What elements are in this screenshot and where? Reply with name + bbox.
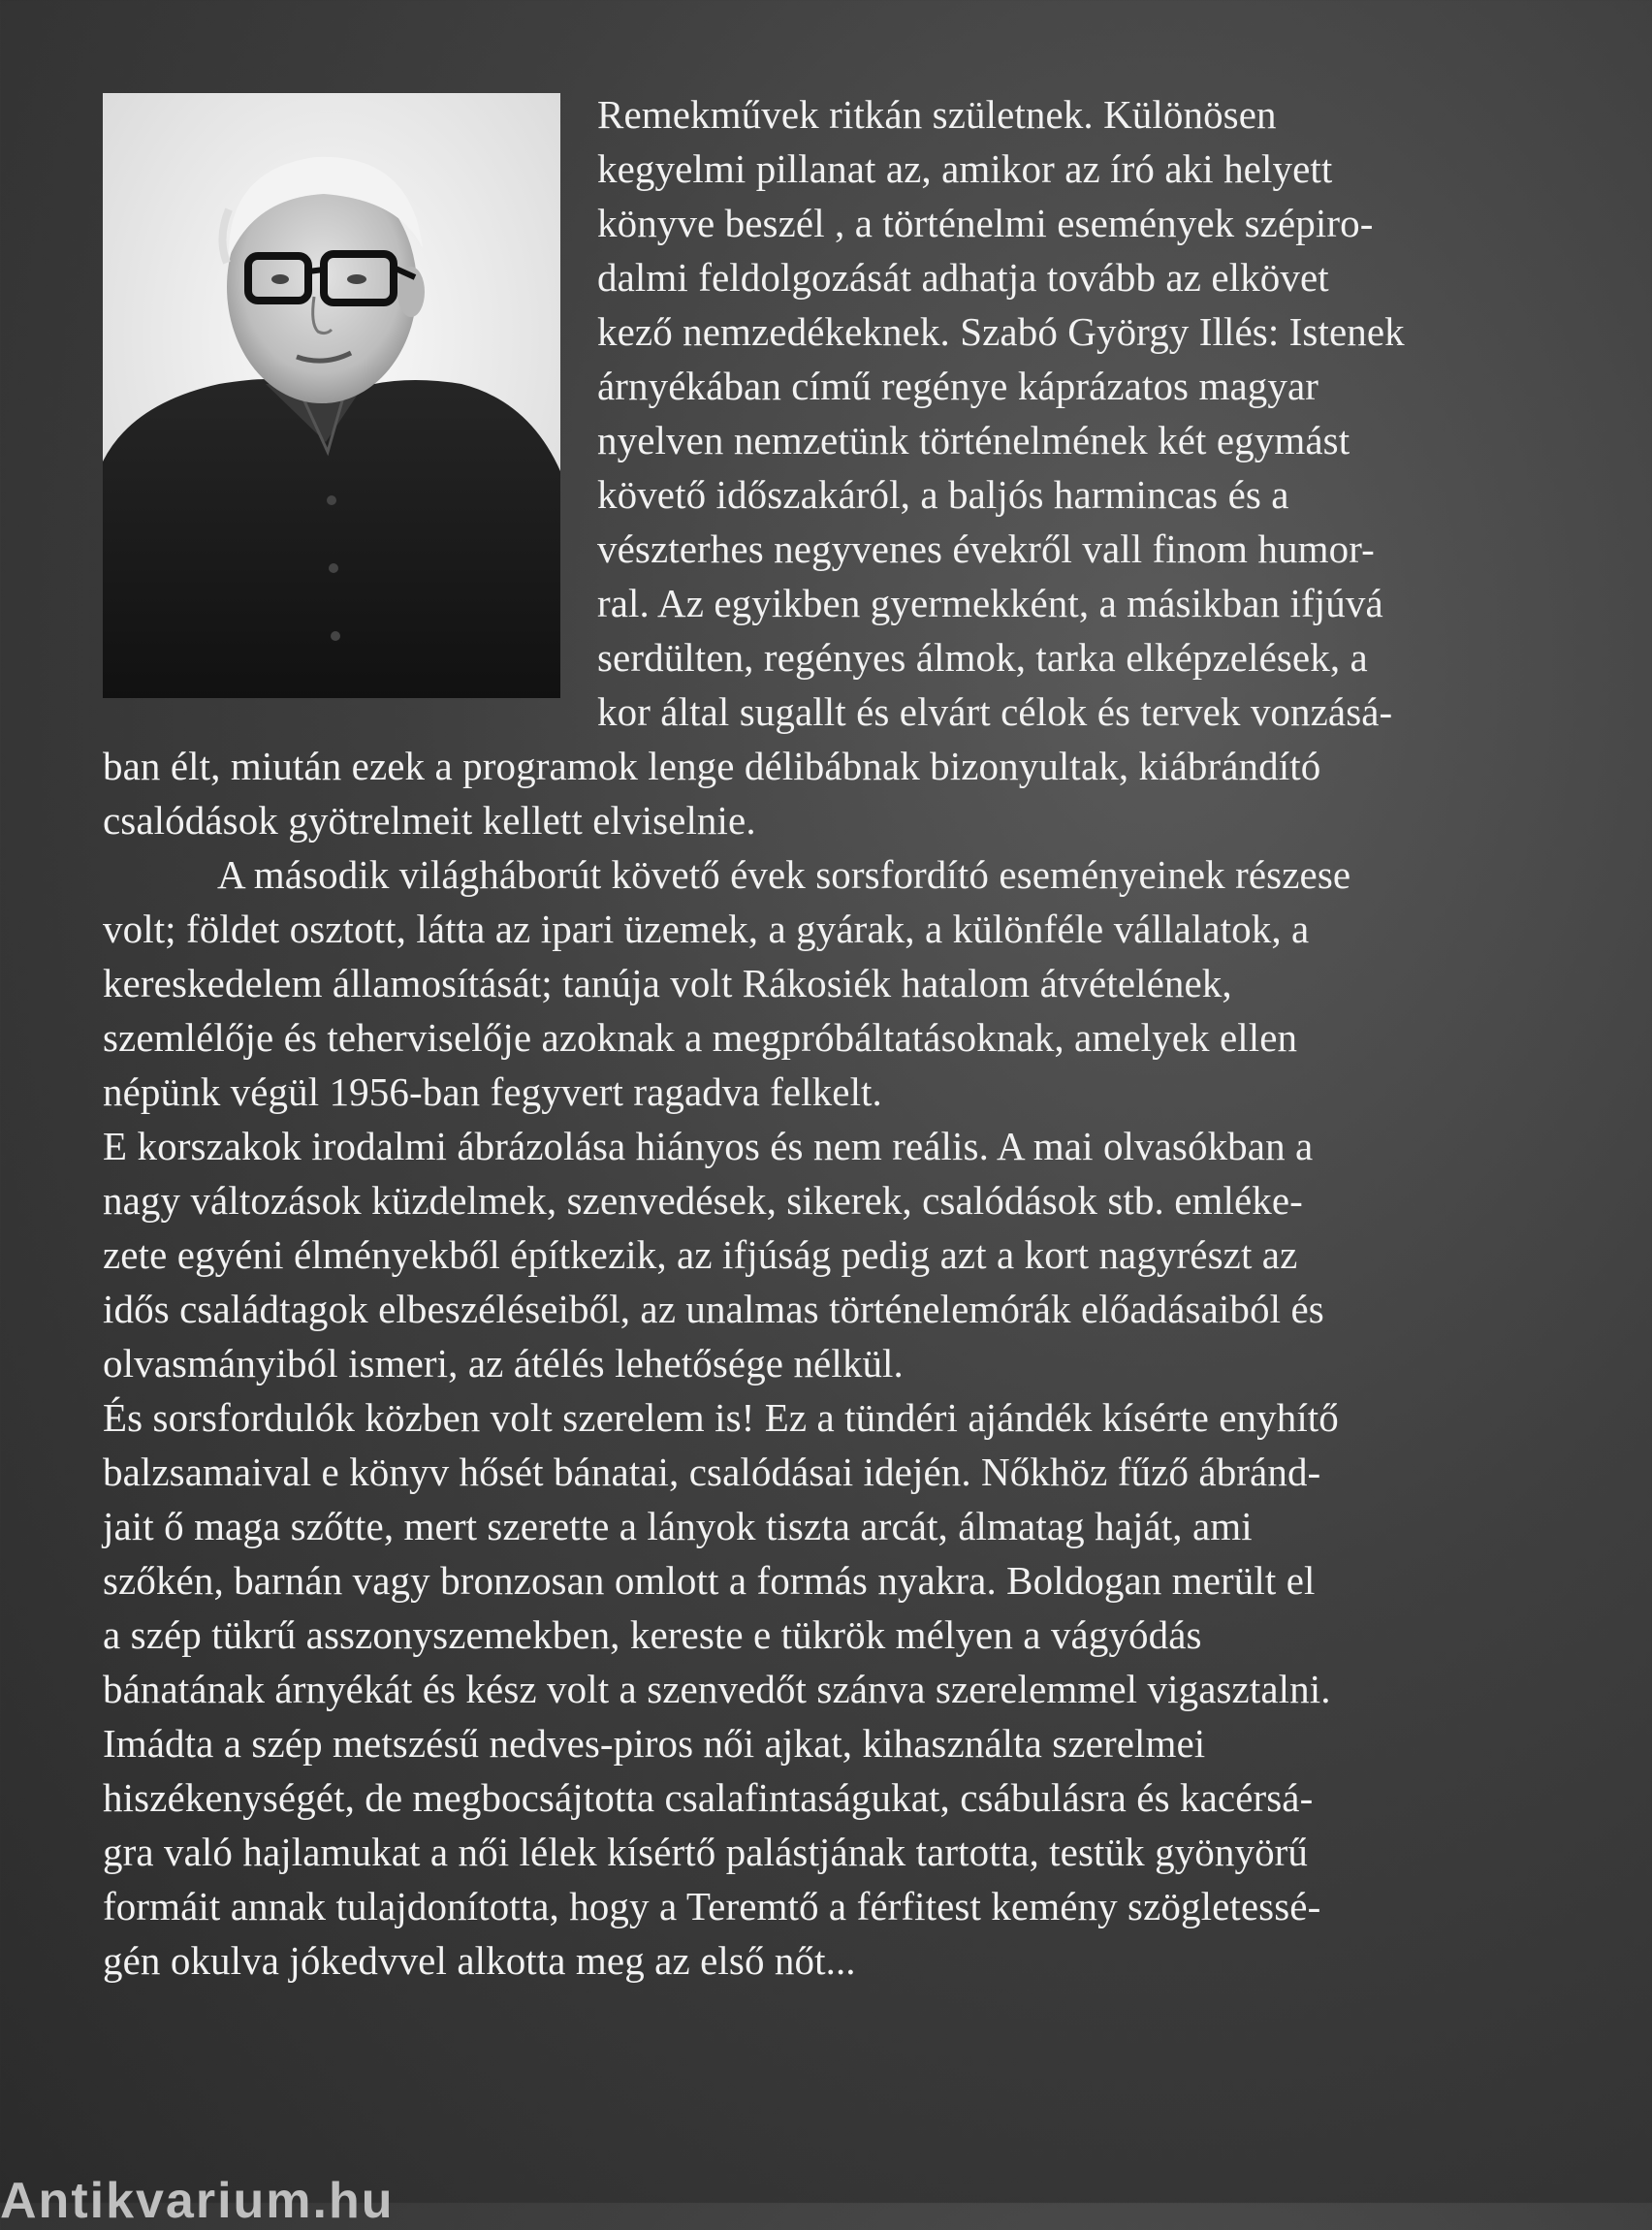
intro-paragraph: [597, 87, 1567, 739]
author-portrait-image: [103, 93, 560, 698]
text-line: volt; földet osztott, látta az ipari üzemek, a gyárak, a különféle vállalatok, a: [103, 907, 1310, 951]
text-line: árnyékában című regénye káprázatos magyar: [597, 364, 1319, 408]
text-line: ban élt, miután ezek a programok lenge délibábnak bizonyultak, kiábrándító: [103, 744, 1321, 788]
text-line: kegyelmi pillanat az, amikor az író aki helyett: [597, 146, 1333, 191]
text-line: idős családtagok elbeszéléseiből, az unalmas történelemórák előadásaiból és: [103, 1287, 1324, 1331]
text-line: gén okulva jókedvvel alkotta meg az első nőt...: [103, 1938, 856, 1983]
text-line: szőkén, barnán vagy bronzosan omlott a formás nyakra. Boldogan merült el: [103, 1558, 1316, 1603]
text-line: nagy változások küzdelmek, szenvedések, sikerek, csalódások stb. emléke-: [103, 1178, 1303, 1223]
text-line: csalódások gyötrelmeit kellett elviselnie.: [103, 798, 756, 843]
text-line: És sorsfordulók közben volt szerelem is! Ez a tündéri ajándék kísérte enyhítő: [103, 1395, 1339, 1440]
text-line: követő időszakáról, a baljós harmincas és a: [597, 472, 1289, 517]
text-line: Remekművek ritkán születnek. Különösen: [597, 92, 1277, 137]
text-line: dalmi feldolgozását adhatja tovább az elkövet: [597, 255, 1329, 300]
text-line: E korszakok irodalmi ábrázolása hiányos és nem reális. A mai olvasókban a: [103, 1124, 1314, 1168]
body-text: [103, 739, 1557, 1988]
text-line: A második világháborút követő évek sorsfordító eseményeinek részese: [217, 852, 1351, 897]
watermark-text: Antikvarium.hu: [0, 2173, 395, 2229]
text-line: olvasmányiból ismeri, az átélés lehetősége nélkül.: [103, 1341, 904, 1386]
text-line: népünk végül 1956-ban fegyvert ragadva felkelt.: [103, 1069, 882, 1114]
text-line: könyve beszél , a történelmi események szépiro-: [597, 201, 1374, 245]
text-line: hiszékenységét, de megbocsájtotta csalafintaságukat, csábulásra és kacérsá-: [103, 1775, 1314, 1820]
text-line: bánatának árnyékát és kész volt a szenvedőt szánva szerelemmel vigasztalni.: [103, 1667, 1331, 1711]
text-line: zete egyéni élményekből építkezik, az ifjúság pedig azt a kort nagyrészt az: [103, 1232, 1298, 1277]
text-line: jait ő maga szőtte, mert szerette a lányok tiszta arcát, álmatag haját, ami: [103, 1504, 1253, 1548]
text-line: ral. Az egyikben gyermekként, a másikban ifjúvá: [597, 581, 1383, 625]
text-line: Imádta a szép metszésű nedves-piros női ajkat, kihasználta szerelmei: [103, 1721, 1206, 1766]
text-line: a szép tükrű asszonyszemekben, kereste e tükrök mélyen a vágyódás: [103, 1612, 1202, 1657]
text-line: serdülten, regényes álmok, tarka elképzelések, a: [597, 635, 1368, 680]
text-line: szemlélője és teherviselője azoknak a megpróbáltatásoknak, amelyek ellen: [103, 1015, 1298, 1060]
author-photo: [103, 93, 560, 698]
text-line: nyelven nemzetünk történelmének két egymást: [597, 418, 1350, 462]
text-line: gra való hajlamukat a női lélek kísértő palástjának tartotta, testük gyönyörű: [103, 1830, 1309, 1874]
text-line: balzsamaival e könyv hősét bánatai, csalódásai idején. Nőkhöz fűző ábránd-: [103, 1450, 1321, 1494]
text-line: kor által sugallt és elvárt célok és tervek vonzásá-: [597, 689, 1393, 734]
text-line: kereskedelem államosítását; tanúja volt Rákosiék hatalom átvételének,: [103, 961, 1232, 1005]
text-line: formáit annak tulajdonította, hogy a Teremtő a férfitest kemény szögletessé-: [103, 1884, 1321, 1928]
text-line: vészterhes negyvenes évekről vall finom humor-: [597, 526, 1375, 571]
text-line: kező nemzedékeknek. Szabó György Illés: Istenek: [597, 309, 1405, 354]
